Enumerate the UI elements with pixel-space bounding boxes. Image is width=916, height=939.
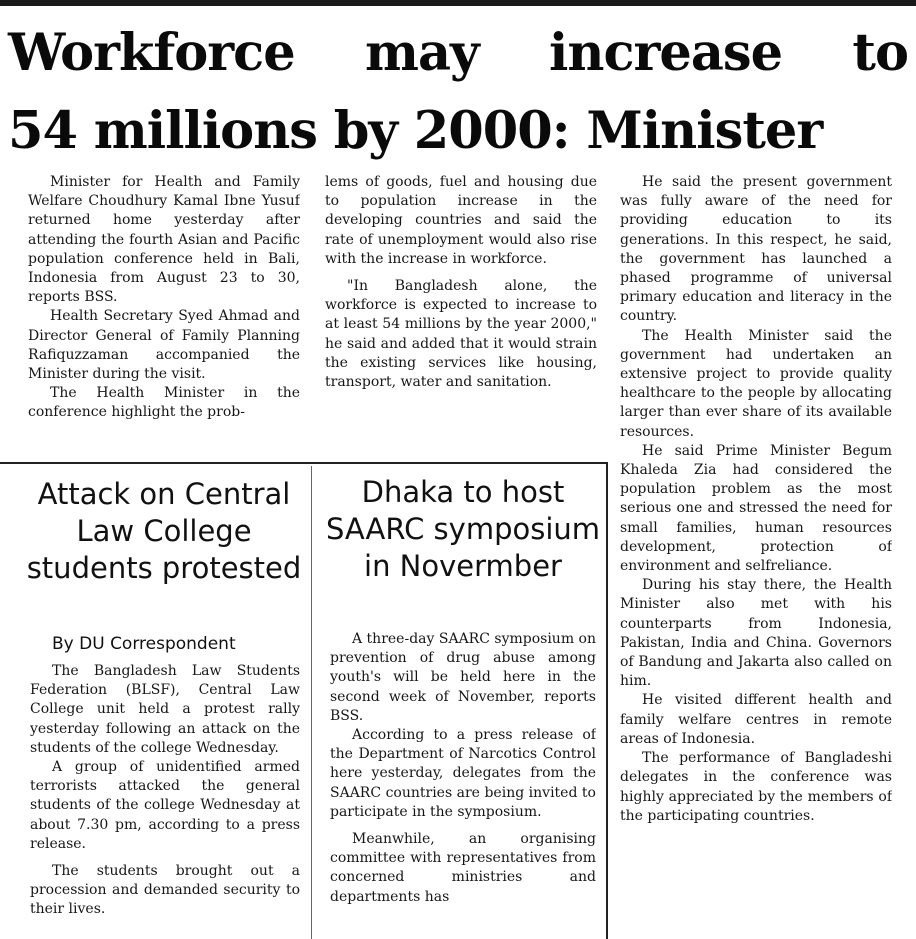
byline: By DU Correspondent — [52, 634, 236, 654]
main-story-column-3 — [620, 173, 892, 913]
paragraph: The students brought out a procession and demanded security to their lives. — [30, 863, 300, 918]
law-college-story — [30, 662, 300, 939]
paragraph: The Bangladesh Law Students Federation (BLSF), Central Law College unit held a protest rally yesterday following an attack on the students of the college Wednesday. — [30, 663, 300, 756]
paragraph: A group of unidentified armed terrorists attacked the general students of the college Wednesday at about 7.30 pm, according to a press release. — [30, 759, 300, 852]
main-headline — [8, 14, 908, 170]
paragraph: Meanwhile, an organising committee with representatives from concerned ministries and departments has — [330, 831, 596, 905]
section-divider — [0, 462, 606, 464]
main-story-column-1 — [28, 173, 300, 461]
headline-line-1: Workforce may increase to — [8, 23, 908, 83]
paragraph: The Health Minister in the conference highlight the prob- — [28, 385, 300, 421]
paragraph: The performance of Bangladeshi delegates in the conference was highly appreciated by the members of the participating countries. — [620, 750, 892, 824]
saarc-headline: Dhaka to host SAARC symposium in Novermber — [325, 475, 601, 583]
paragraph: lems of goods, fuel and housing due to population increase in the developing countries and said the rate of unemployment would also rise with the increase in workforce. — [325, 174, 597, 267]
paragraph: "In Bangladesh alone, the workforce is expected to increase to at least 54 millions by the year 2000," he said and added that it would strain the existing services like housing, transport, water and sanitation. — [325, 278, 597, 391]
paragraph: The Health Minister said the government had undertaken an extensive project to provide quality healthcare to the people by allocating larger than ever share of its available resources. — [620, 327, 892, 440]
paragraph: He said Prime Minister Begum Khaleda Zia had considered the population problem as the most serious one and stressed the need for small families, human resources development, protection of environment and selfreliance. — [620, 442, 892, 575]
paragraph: Minister for Health and Family Welfare Choudhury Kamal Ibne Yusuf returned home yesterday after attending the fourth Asian and Pacific population conference held in Bali, Indonesia from August 23 to 30, reports BSS. — [28, 174, 300, 306]
headline-line-2: 54 millions by 2000: Minister — [8, 101, 823, 161]
law-college-headline: Attack on Central Law College students protested — [26, 477, 302, 585]
paragraph: He said the present government was fully aware of the need for providing education to its generations. In this respect, he said, the government has launched a phased programme of universal primary education and literacy in the country. — [620, 174, 892, 325]
top-rule — [0, 0, 916, 6]
paragraph: During his stay there, the Health Minister also met with his counterparts from Indonesia, Pakistan, India and China. Governors of Bandung and Jakarta also called on him. — [620, 577, 892, 690]
paragraph: A three-day SAARC symposium on prevention of drug abuse among youth's will be held here in the second week of November, reports BSS. — [330, 631, 596, 724]
column-divider — [311, 466, 312, 939]
paragraph: He visited different health and family welfare centres in remote areas of Indonesia. — [620, 692, 892, 747]
saarc-story — [330, 630, 596, 939]
paragraph: According to a press release of the Department of Narcotics Control here yesterday, delegates from the SAARC countries are being invited to participate in the symposium. — [330, 727, 596, 820]
paragraph: Health Secretary Syed Ahmad and Director General of Family Planning Rafiquzzaman accompanied the Minister during the visit. — [28, 308, 300, 383]
column-divider — [606, 462, 608, 939]
main-story-column-2 — [325, 173, 597, 461]
